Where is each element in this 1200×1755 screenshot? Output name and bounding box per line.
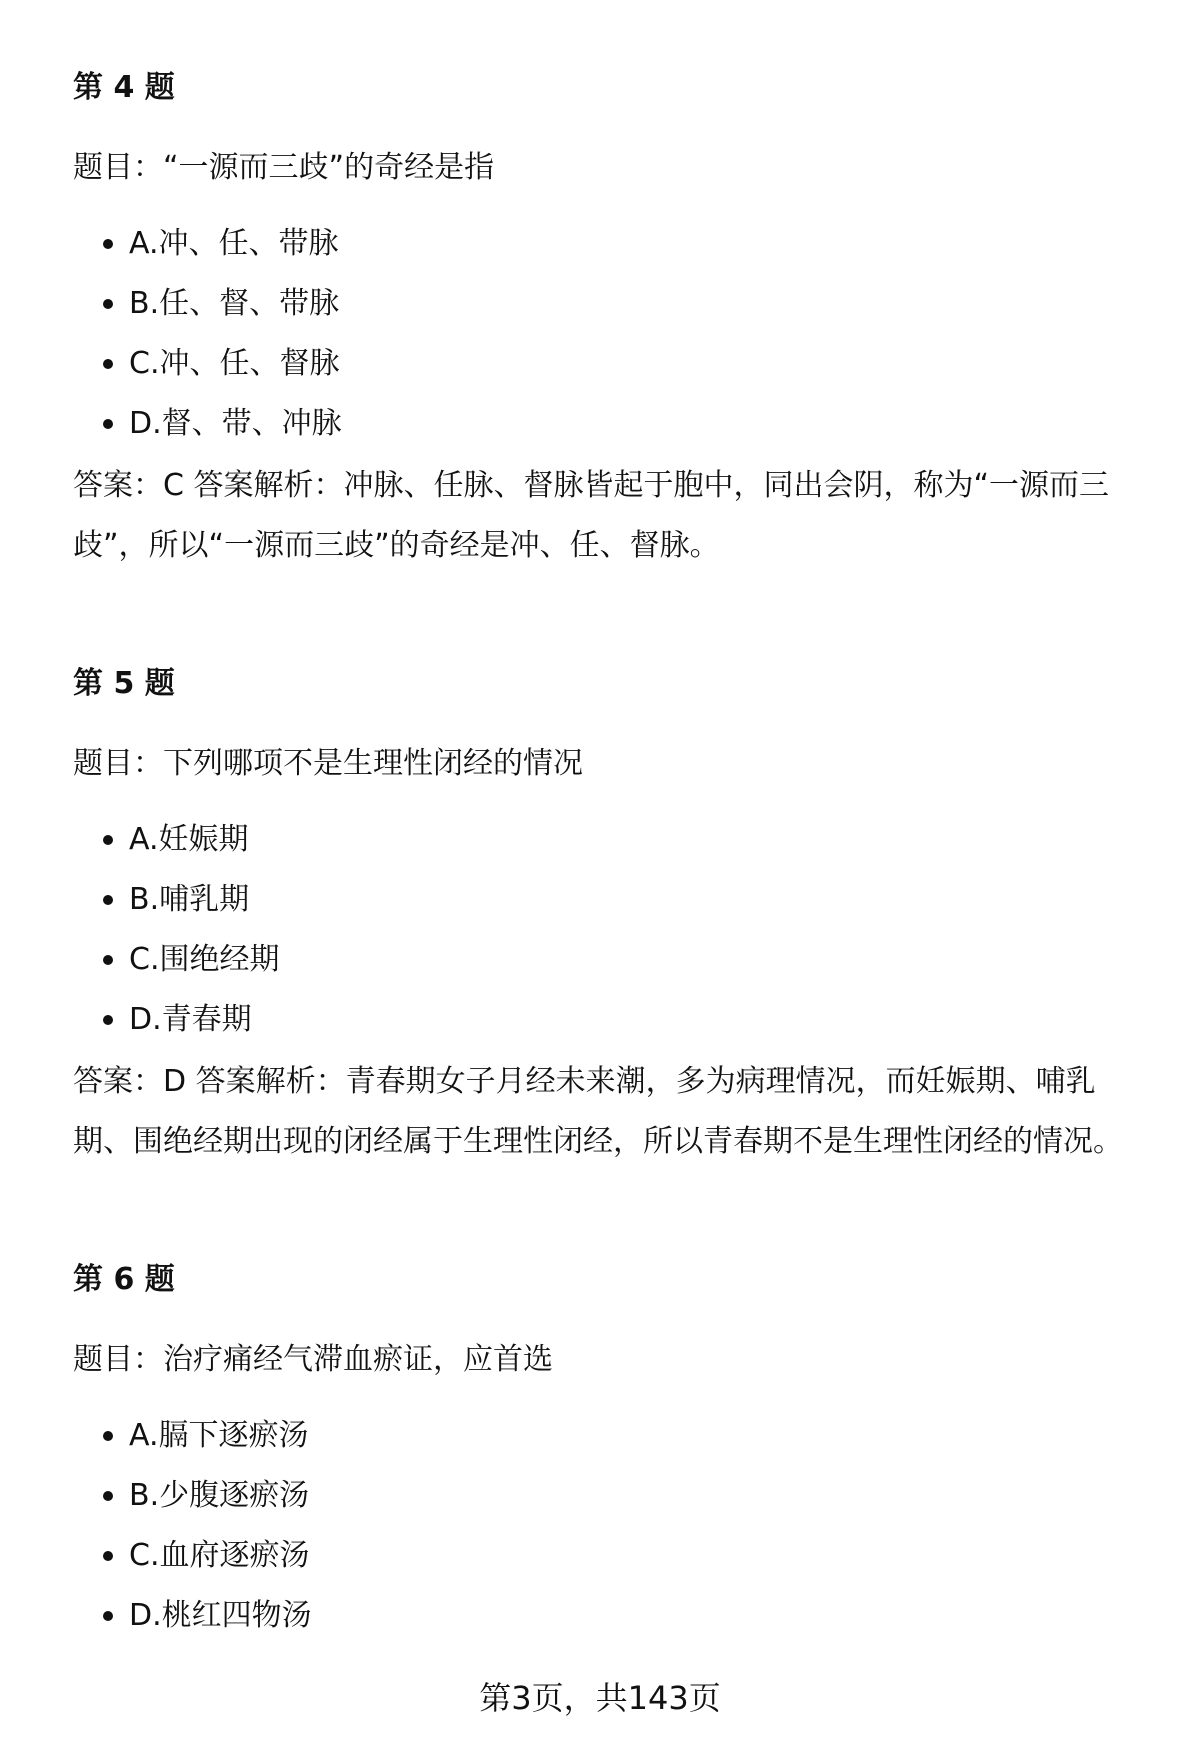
bullet-icon [103,1015,113,1025]
bullet-icon [103,1491,113,1501]
question-6 [73,1260,1133,1633]
option-text: A.冲、任、带脉 [129,226,339,261]
bullet-icon [103,835,113,845]
option-item [73,1586,312,1646]
option-list [73,810,279,1050]
option-item [73,930,279,990]
option-text: A.妊娠期 [129,822,249,857]
option-text: C.血府逐瘀汤 [129,1538,310,1573]
bullet-icon [103,419,113,429]
option-text: C.围绝经期 [129,942,280,977]
bullet-icon [103,1551,113,1561]
question-stem: 题目：“一源而三歧”的奇经是指 [73,150,495,185]
option-list [73,1406,312,1646]
bullet-icon [103,1611,113,1621]
question-4 [73,68,1133,563]
question-title: 第 5 题 [73,666,175,701]
question-title: 第 6 题 [73,1262,175,1297]
option-text: D.青春期 [129,1002,252,1037]
option-item [73,990,279,1050]
option-text: A.膈下逐瘀汤 [129,1418,309,1453]
option-item [73,274,342,334]
option-item [73,214,342,274]
option-item [73,1466,312,1526]
bullet-icon [103,359,113,369]
option-text: B.少腹逐瘀汤 [129,1478,310,1513]
option-item [73,1526,312,1586]
option-item [73,334,342,394]
option-list [73,214,342,454]
answer-explanation: 答案：C 答案解析：冲脉、任脉、督脉皆起于胞中，同出会阴，称为“一源而三歧”，所以“一源而三歧”的奇经是冲、任、督脉。 [73,468,1110,563]
bullet-icon [103,955,113,965]
answer-explanation: 答案：D 答案解析：青春期女子月经未来潮，多为病理情况，而妊娠期、哺乳期、围绝经期出现的闭经属于生理性闭经，所以青春期不是生理性闭经的情况。 [73,1064,1123,1159]
option-text: D.桃红四物汤 [129,1598,312,1633]
bullet-icon [103,895,113,905]
bullet-icon [103,1431,113,1441]
option-text: B.任、督、带脉 [129,286,340,321]
option-text: B.哺乳期 [129,882,250,917]
question-5 [73,664,1133,1159]
question-title: 第 4 题 [73,70,175,105]
option-item [73,1406,312,1466]
option-item [73,810,279,870]
question-stem: 题目：治疗痛经气滞血瘀证，应首选 [73,1342,553,1377]
bullet-icon [103,299,113,309]
option-text: C.冲、任、督脉 [129,346,340,381]
option-text: D.督、带、冲脉 [129,406,342,441]
page-number-footer: 第3页，共143页 [479,1679,721,1717]
option-item [73,870,279,930]
question-stem: 题目：下列哪项不是生理性闭经的情况 [73,746,583,781]
option-item [73,394,342,454]
bullet-icon [103,239,113,249]
